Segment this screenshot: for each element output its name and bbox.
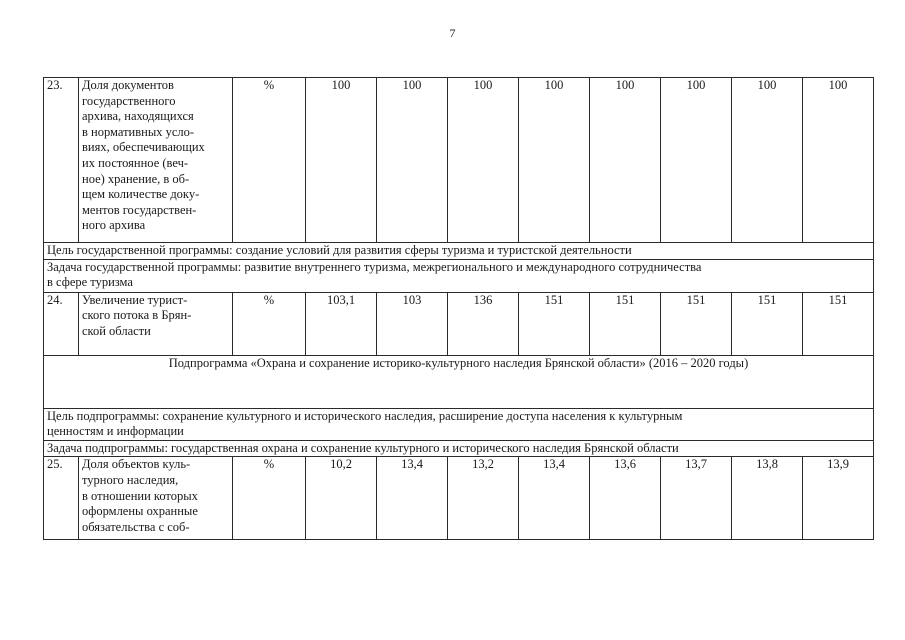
value-cell: 103,1 xyxy=(306,292,377,355)
table-row xyxy=(44,78,874,243)
value-cell: 13,6 xyxy=(590,457,661,540)
indicator-name-line: Доля объектов куль- xyxy=(82,457,191,472)
indicator-name-line: ской области xyxy=(82,323,151,338)
value-cell: 151 xyxy=(732,292,803,355)
indicator-name-line: государственного xyxy=(82,93,176,108)
table-row xyxy=(44,292,874,355)
value-cell: 100 xyxy=(661,78,732,243)
indicator-name-line: Доля документов xyxy=(82,78,174,92)
subprogram-goal xyxy=(44,408,874,440)
value-cell: 100 xyxy=(377,78,448,243)
value-cell: 100 xyxy=(448,78,519,243)
program-goal-row xyxy=(44,243,874,260)
value-cell: 10,2 xyxy=(306,457,377,540)
row-number: 25. xyxy=(44,457,79,540)
row-number: 23. xyxy=(44,78,79,243)
subprogram-goal-row xyxy=(44,408,874,440)
row-number: 24. xyxy=(44,292,79,355)
value-cell: 100 xyxy=(590,78,661,243)
value-cell: 13,7 xyxy=(661,457,732,540)
program-task xyxy=(44,259,874,292)
subprogram-task-row xyxy=(44,440,874,457)
value-cell: 13,4 xyxy=(519,457,590,540)
indicator-name-line: в нормативных усло- xyxy=(82,124,195,139)
table-row xyxy=(44,457,874,540)
subprogram-goal-line: Цель подпрограммы: сохранение культурного и исторического наследия, расширение доступа населения к культурным xyxy=(47,408,683,423)
subprogram-title: Подпрограмма «Охрана и сохранение историко-культурного наследия Брянской области» (2016 – 2020 годы) xyxy=(44,355,874,408)
value-cell: 13,2 xyxy=(448,457,519,540)
indicator-name-line: обязательства с соб- xyxy=(82,519,190,534)
subprogram-row xyxy=(44,355,874,408)
subprogram-task: Задача подпрограммы: государственная охрана и сохранение культурного и исторического наследия Брянской области xyxy=(44,440,874,457)
indicator-name-line: архива, находящихся xyxy=(82,109,194,124)
program-goal: Цель государственной программы: создание условий для развития сферы туризма и туристской деятельности xyxy=(44,243,874,260)
program-task-row xyxy=(44,259,874,292)
value-cell: 13,8 xyxy=(732,457,803,540)
indicator-name-line: ного архива xyxy=(82,218,146,233)
unit-cell: % xyxy=(233,457,306,540)
value-cell: 136 xyxy=(448,292,519,355)
indicator-name-line: ное) хранение, в об- xyxy=(82,171,190,186)
value-cell: 151 xyxy=(519,292,590,355)
value-cell: 103 xyxy=(377,292,448,355)
indicator-name-line: их постоянное (веч- xyxy=(82,155,189,170)
value-cell: 100 xyxy=(732,78,803,243)
indicator-name-line: щем количестве доку- xyxy=(82,187,200,202)
value-cell: 151 xyxy=(803,292,874,355)
indicator-name xyxy=(79,78,233,243)
indicator-name-line: турного наследия, xyxy=(82,472,179,487)
indicator-name-line: оформлены охранные xyxy=(82,504,198,519)
indicator-name xyxy=(79,292,233,355)
program-task-line: в сфере туризма xyxy=(47,275,133,290)
program-task-line: Задача государственной программы: развитие внутреннего туризма, межрегионального и международного сотрудничества xyxy=(47,259,702,274)
value-cell: 100 xyxy=(803,78,874,243)
unit-cell: % xyxy=(233,292,306,355)
value-cell: 13,9 xyxy=(803,457,874,540)
value-cell: 100 xyxy=(519,78,590,243)
subprogram-goal-line: ценностям и информации xyxy=(47,424,184,439)
indicators-table xyxy=(43,77,874,540)
value-cell: 100 xyxy=(306,78,377,243)
indicator-name-line: в отношении которых xyxy=(82,488,198,503)
indicator-name-line: виях, обеспечивающих xyxy=(82,140,205,155)
unit-cell: % xyxy=(233,78,306,243)
indicator-name xyxy=(79,457,233,540)
value-cell: 13,4 xyxy=(377,457,448,540)
indicator-name-line: ментов государствен- xyxy=(82,202,197,217)
indicator-name-line: Увеличение турист- xyxy=(82,292,188,307)
value-cell: 151 xyxy=(661,292,732,355)
indicator-name-line: ского потока в Брян- xyxy=(82,308,192,323)
page-number: 7 xyxy=(449,26,456,40)
value-cell: 151 xyxy=(590,292,661,355)
